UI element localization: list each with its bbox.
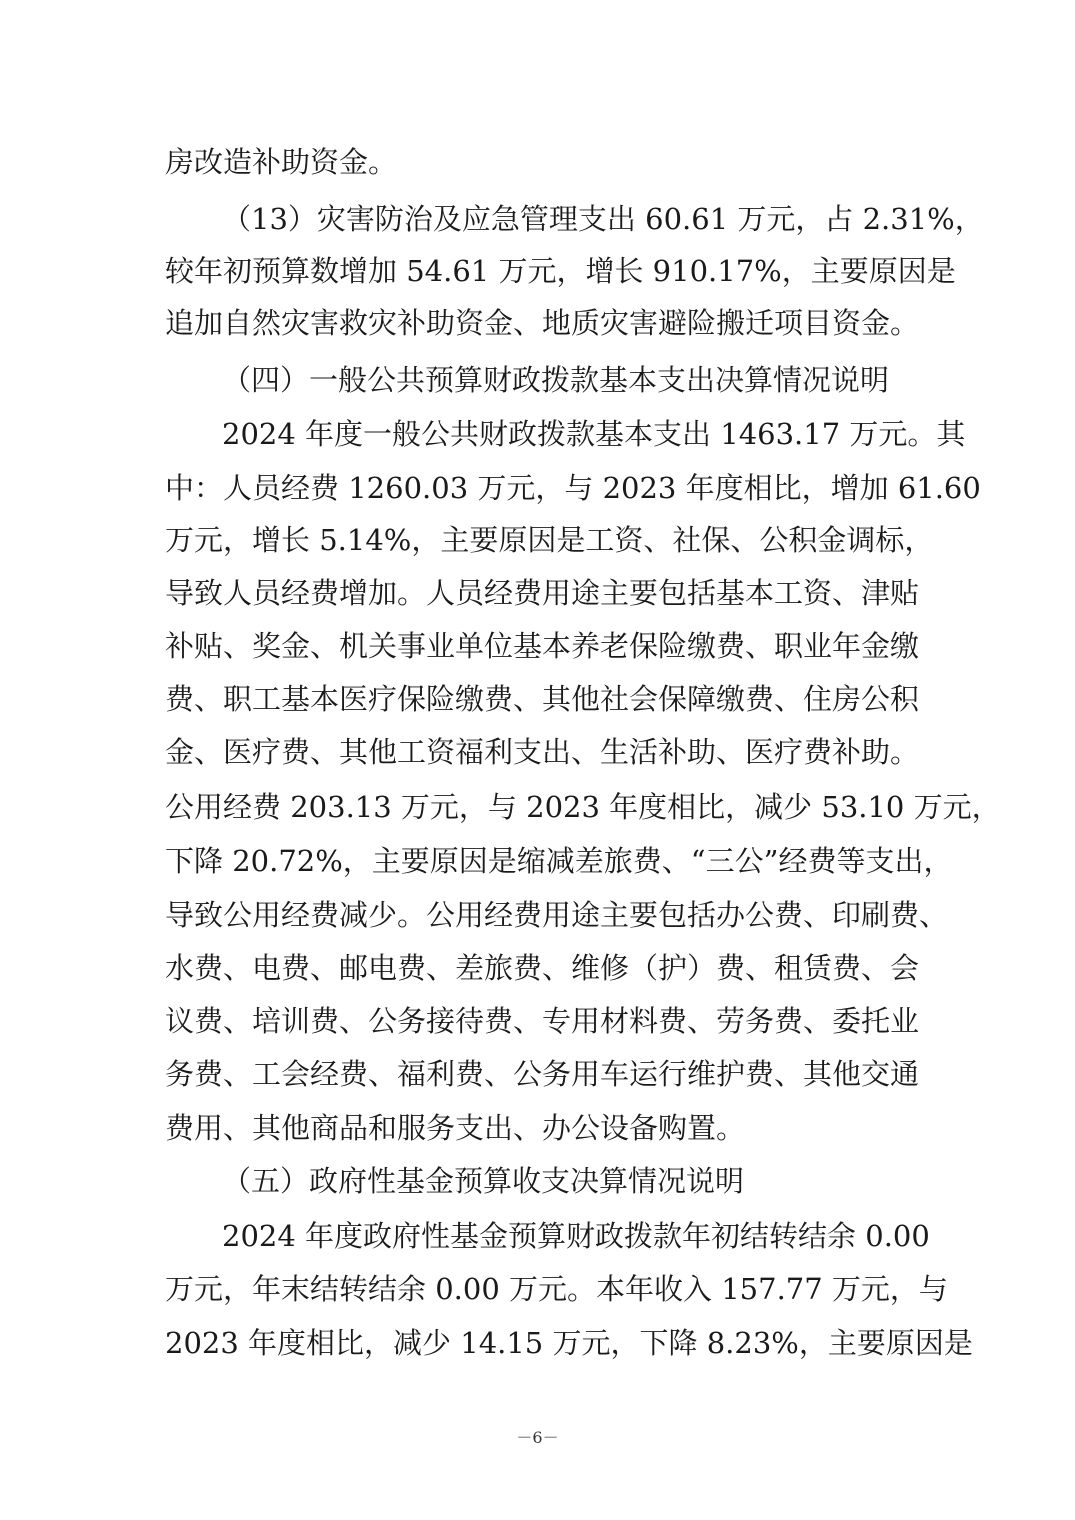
body-line: 2024 年度政府性基金预算财政拨款年初结转结余 0.00 <box>222 1219 930 1253</box>
body-line: 导致人员经费增加。人员经费用途主要包括基本工资、津贴 <box>165 576 920 610</box>
body-line: 下降 20.72%，主要原因是缩减差旅费、“三公”经费等支出， <box>165 844 953 878</box>
body-line: 补贴、奖金、机关事业单位基本养老保险缴费、职业年金缴 <box>165 629 920 663</box>
body-line: 费用、其他商品和服务支出、办公设备购置。 <box>165 1111 746 1145</box>
body-line: 导致公用经费减少。公用经费用途主要包括办公费、印刷费、 <box>165 898 949 932</box>
body-line: 议费、培训费、公务接待费、专用材料费、劳务费、委托业 <box>165 1004 920 1038</box>
body-line: 务费、工会经费、福利费、公务用车运行维护费、其他交通 <box>165 1057 920 1091</box>
body-line: 万元，增长 5.14%，主要原因是工资、社保、公积金调标， <box>165 523 934 557</box>
body-line: （13）灾害防治及应急管理支出 60.61 万元，占 2.31%， <box>222 202 984 236</box>
body-line: 金、医疗费、其他工资福利支出、生活补助、医疗费补助。 <box>165 735 920 769</box>
body-line: 房改造补助资金。 <box>165 145 398 179</box>
body-line: 较年初预算数增加 54.61 万元，增长 910.17%，主要原因是 <box>165 254 956 288</box>
body-line: 2023 年度相比，减少 14.15 万元，下降 8.23%，主要原因是 <box>165 1326 973 1360</box>
body-line: 水费、电费、邮电费、差旅费、维修（护）费、租赁费、会 <box>165 951 920 985</box>
section-heading: （五）政府性基金预算收支决算情况说明 <box>222 1164 745 1198</box>
body-line: 2024 年度一般公共财政拨款基本支出 1463.17 万元。其 <box>222 417 966 451</box>
body-line: 中：人员经费 1260.03 万元，与 2023 年度相比，增加 61.60 <box>165 471 981 505</box>
body-line: 万元，年末结转结余 0.00 万元。本年收入 157.77 万元，与 <box>165 1272 948 1306</box>
body-line: 费、职工基本医疗保险缴费、其他社会保障缴费、住房公积 <box>165 682 920 716</box>
body-line: 公用经费 203.13 万元，与 2023 年度相比，减少 53.10 万元， <box>165 790 1001 824</box>
section-heading: （四）一般公共预算财政拨款基本支出决算情况说明 <box>222 363 890 397</box>
page-number: －6－ <box>516 1428 559 1447</box>
body-line: 追加自然灾害救灾补助资金、地质灾害避险搬迁项目资金。 <box>165 306 920 340</box>
